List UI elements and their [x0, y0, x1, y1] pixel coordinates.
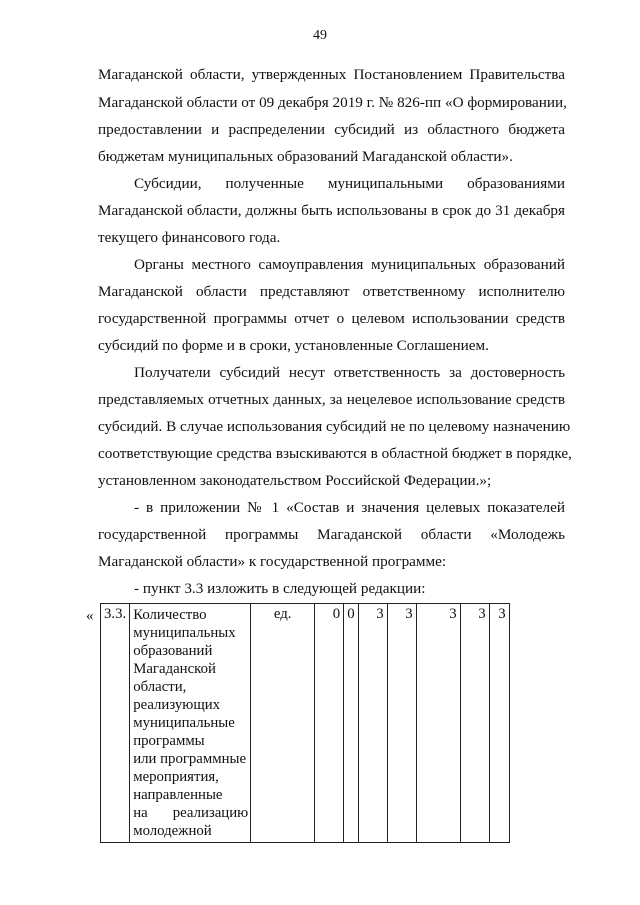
name-line: муниципальные [133, 715, 235, 731]
text-line: субсидий. В случае использования субсидий не по целевому назначению [98, 418, 571, 435]
text-line: представляемых отчетных данных, за нецелевое использование средств [98, 391, 565, 408]
name-line: образований [133, 643, 213, 659]
text-line: Магаданской области представляют ответственному исполнителю [98, 283, 565, 300]
value-cell: 3 [460, 604, 489, 843]
name-line: Магаданской [133, 661, 216, 677]
indicator-name [130, 604, 251, 843]
text-line: установленном законодательством Российской Федерации.»; [98, 472, 492, 489]
text-line: Субсидии, полученные муниципальными образованиями [134, 175, 565, 192]
text-line: Органы местного самоуправления муниципальных образований [134, 256, 565, 273]
name-line: молодежной [133, 823, 212, 839]
name-line: мероприятия, [133, 769, 219, 785]
row-number: 3.3. [101, 604, 130, 843]
value-cell: 3 [489, 604, 509, 843]
unit-cell: ед. [251, 604, 315, 843]
text-line: - в приложении № 1 «Состав и значения целевых показателей [134, 499, 565, 516]
value-cell: 0 [315, 604, 344, 843]
text-line: Магаданской области, утвержденных Постановлением Правительства [98, 66, 565, 83]
text-line: бюджетам муниципальных образований Магаданской области». [98, 148, 513, 165]
name-line: муниципальных [133, 625, 236, 641]
name-line: на реализацию [133, 805, 249, 821]
page-number: 49 [313, 28, 327, 43]
text-line: государственной программы Магаданской области «Молодежь [98, 526, 565, 543]
name-line: программы [133, 733, 205, 749]
text-line: текущего финансового года. [98, 229, 281, 246]
name-line: Количество [133, 607, 207, 623]
text-line: субсидий по форме и в сроки, установленные Соглашением. [98, 337, 489, 354]
text-line: предоставлении и распределении субсидий из областного бюджета [98, 121, 565, 138]
text-line: Магаданской области, должны быть использованы в срок до 31 декабря [98, 202, 565, 219]
text-line: Получатели субсидий несут ответственность за достоверность [134, 364, 565, 381]
indicator-table [100, 603, 510, 843]
open-quote: « [86, 608, 94, 624]
name-line: области, [133, 679, 187, 695]
value-cell: 0 [344, 604, 358, 843]
text-line: соответствующие средства взыскиваются в областной бюджет в порядке, [98, 445, 572, 462]
text-line: государственной программы отчет о целевом использовании средств [98, 310, 565, 327]
text-line: - пункт 3.3 изложить в следующей редакции: [134, 580, 426, 597]
text-line: Магаданской области от 09 декабря 2019 г. № 826-пп «О формировании, [98, 94, 567, 111]
name-line: направленные [133, 787, 223, 803]
value-cell: 3 [358, 604, 387, 843]
table-row [101, 604, 510, 843]
value-cell: 3 [387, 604, 416, 843]
text-line: Магаданской области» к государственной программе: [98, 553, 447, 570]
value-cell: 3 [416, 604, 460, 843]
name-line: реализующих [133, 697, 221, 713]
name-line: или программные [133, 751, 247, 767]
